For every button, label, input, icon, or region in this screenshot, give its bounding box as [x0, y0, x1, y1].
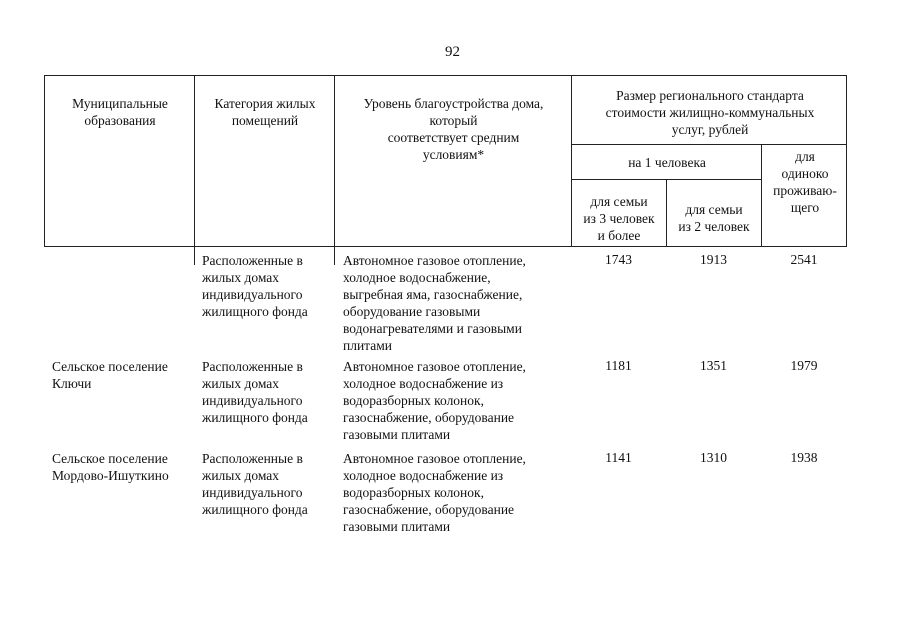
header-divider — [571, 144, 847, 145]
row-family-3-value: 1141 — [605, 450, 632, 465]
table-divider — [334, 247, 335, 265]
row-category: Расположенные в жилых домах индивидуального жилищного фонда — [202, 359, 308, 425]
row-single-value: 1938 — [790, 450, 818, 465]
row-family-2-value: 1310 — [700, 450, 727, 465]
page-number: 92 — [445, 44, 460, 60]
header-divider — [334, 75, 335, 247]
row-improvement-level: Автономное газовое отопление, холодное водоснабжение из водоразборных колонок, газоснабжение, оборудование газовыми плитами — [343, 359, 526, 442]
row-improvement-level: Автономное газовое отопление, холодное водоснабжение из водоразборных колонок, газоснабжение, оборудование газовыми плитами — [343, 451, 526, 534]
row-category: Расположенные в жилых домах индивидуального жилищного фонда — [202, 253, 308, 319]
row-municipality: Сельское поселение Мордово-Ишуткино — [52, 451, 169, 483]
row-family-3-value: 1181 — [605, 358, 632, 373]
header-family-2: для семьи из 2 человек — [678, 202, 750, 234]
header-per-person: на 1 человека — [628, 155, 706, 170]
row-family-2-value: 1913 — [700, 252, 727, 267]
header-single: для одиноко проживаю- щего — [773, 149, 837, 215]
row-single-value: 2541 — [790, 252, 818, 267]
row-category: Расположенные в жилых домах индивидуального жилищного фонда — [202, 451, 308, 517]
header-improvement-level: Уровень благоустройства дома, который соответствует средним условиям* — [363, 96, 544, 162]
header-standard-size: Размер регионального стандарта стоимости жилищно-коммунальных услуг, рублей — [605, 88, 815, 137]
table-divider — [194, 247, 195, 265]
row-improvement-level: Автономное газовое отопление, холодное водоснабжение, выгребная яма, газоснабжение, оборудование газовыми водонагревателями и газовыми плитами — [343, 253, 526, 353]
header-divider — [194, 75, 195, 247]
row-single-value: 1979 — [790, 358, 818, 373]
header-divider — [761, 144, 762, 247]
row-family-2-value: 1351 — [700, 358, 727, 373]
header-category: Категория жилых помещений — [214, 96, 316, 128]
header-divider — [666, 179, 667, 247]
header-family-3: для семьи из 3 человек и более — [583, 194, 655, 243]
row-municipality: Сельское поселение Ключи — [52, 359, 168, 391]
row-family-3-value: 1743 — [605, 252, 632, 267]
header-divider — [571, 75, 572, 247]
header-municipality: Муниципальные образования — [72, 96, 168, 128]
